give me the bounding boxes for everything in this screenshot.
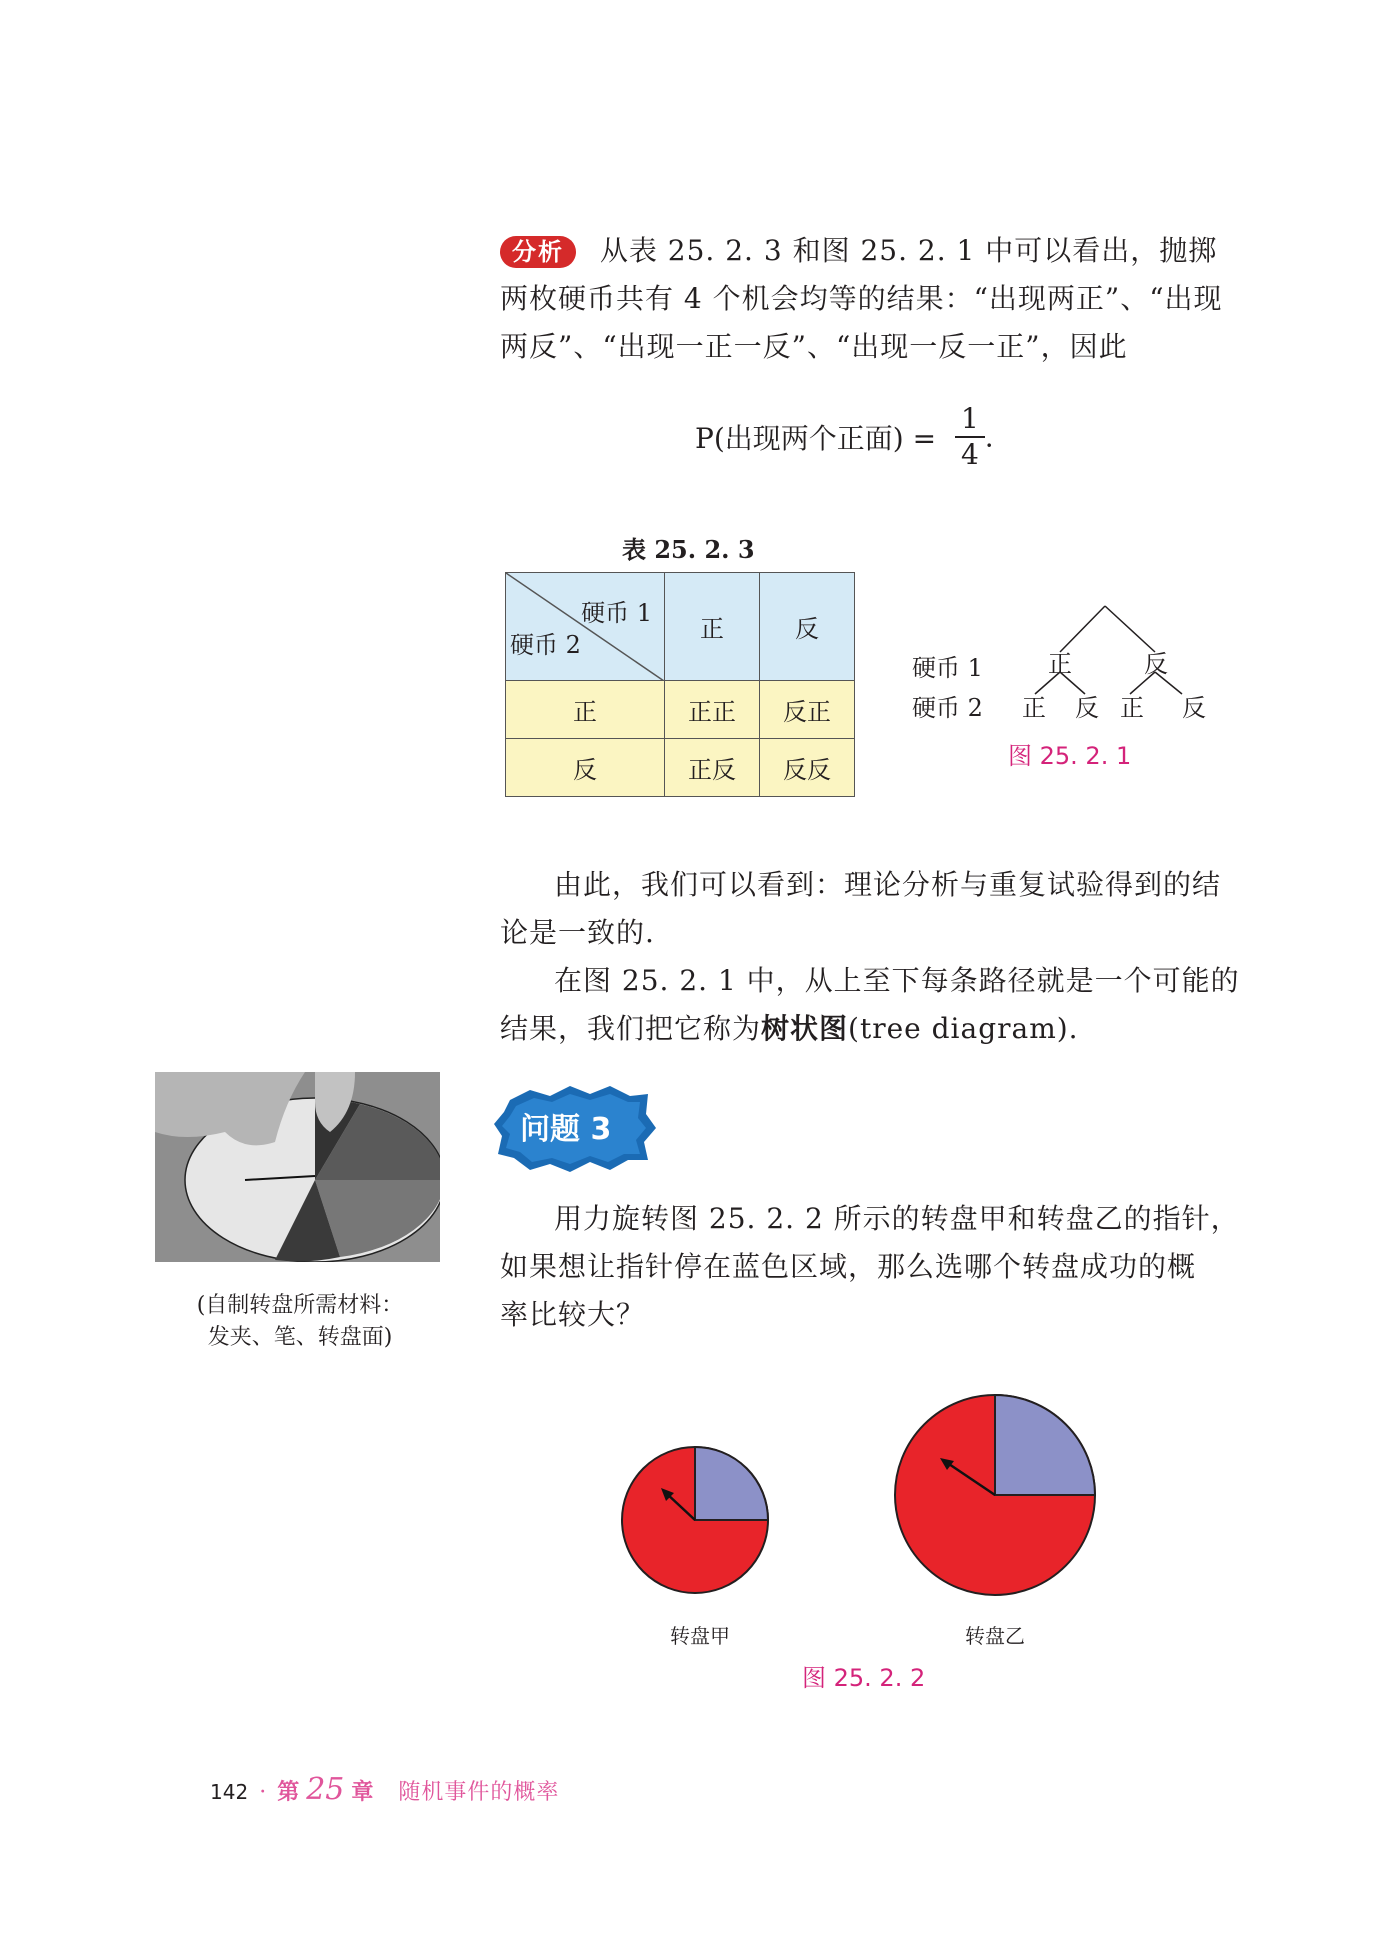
footer-chapter-title: 随机事件的概率 <box>398 1780 560 1805</box>
corner-bottom-label: 硬币 2 <box>510 631 581 659</box>
page-footer <box>210 1772 559 1807</box>
analysis-line-3: 两反”、“出现一正一反”、“出现一反一正”，因此 <box>500 330 1128 363</box>
formula-denominator: 4 <box>960 438 979 471</box>
table-caption: 表 25. 2. 3 <box>622 535 755 564</box>
probability-formula <box>695 402 994 472</box>
table-cell: 正反 <box>665 739 760 797</box>
tree-node: 正 <box>1048 650 1072 678</box>
formula-end: . <box>984 420 994 454</box>
spinner-yi <box>895 1395 1095 1595</box>
table-row <box>506 681 855 739</box>
tree-node: 反 <box>1144 650 1168 678</box>
table-corner-cell <box>506 573 665 681</box>
problem-badge-label: 问题 3 <box>520 1112 612 1147</box>
problem-badge <box>490 1080 660 1175</box>
spinner-yi-blue-sector <box>995 1395 1095 1495</box>
paragraph-1-line-1: 由此，我们可以看到：理论分析与重复试验得到的结 <box>554 868 1222 901</box>
table-cell: 反正 <box>760 681 855 739</box>
problem-line-2: 如果想让指针停在蓝色区域，那么选哪个转盘成功的概 <box>500 1250 1197 1283</box>
paragraph-2-text-end: (tree diagram). <box>848 1012 1079 1045</box>
spinner-jia-label: 转盘甲 <box>670 1624 730 1648</box>
spinner-photo-illustration <box>155 1072 440 1262</box>
table-row-label: 反 <box>506 739 665 797</box>
tree-node: 正 <box>1120 694 1144 722</box>
paragraph-2-text: 结果，我们把它称为 <box>500 1012 762 1045</box>
spinner-jia-blue-sector <box>695 1447 768 1520</box>
footer-chapter-number: 25 <box>306 1772 345 1807</box>
paragraph-2-line-1: 在图 25. 2. 1 中，从上至下每条路径就是一个可能的 <box>554 964 1240 997</box>
formula-numerator: 1 <box>955 402 985 438</box>
spinner-jia <box>622 1447 768 1593</box>
footer-chapter-prefix: 第 <box>277 1779 300 1805</box>
formula-lhs: P(出现两个正面) = <box>695 422 937 455</box>
spinner-photo <box>155 1072 440 1262</box>
paragraph-1-line-2: 论是一致的. <box>500 916 655 949</box>
spinners-caption: 图 25. 2. 2 <box>802 1664 926 1692</box>
table-col-header: 反 <box>760 573 855 681</box>
coin-table <box>505 572 855 797</box>
tree-node: 反 <box>1075 694 1099 722</box>
problem-line-1: 用力旋转图 25. 2. 2 所示的转盘甲和转盘乙的指针， <box>554 1202 1240 1235</box>
tree-diagram <box>910 600 1230 780</box>
tree-caption: 图 25. 2. 1 <box>1008 742 1132 770</box>
corner-top-label: 硬币 1 <box>581 599 652 627</box>
tree-label-coin2: 硬币 2 <box>912 694 983 722</box>
spinners-figure <box>610 1390 1110 1650</box>
tree-node: 反 <box>1182 694 1206 722</box>
spinner-yi-label: 转盘乙 <box>965 1624 1025 1648</box>
table-cell: 反反 <box>760 739 855 797</box>
page-number: 142 <box>210 1780 249 1804</box>
photo-caption-line-1: (自制转盘所需材料： <box>196 1293 404 1318</box>
analysis-text-1: 从表 25. 2. 3 和图 25. 2. 1 中可以看出，抛掷 <box>599 234 1218 267</box>
table-row <box>506 739 855 797</box>
tree-label-coin1: 硬币 1 <box>912 654 983 682</box>
footer-chapter-suffix: 章 <box>351 1779 374 1805</box>
analysis-line-1 <box>500 228 1217 275</box>
problem-line-3: 率比较大？ <box>500 1298 646 1331</box>
analysis-badge: 分析 <box>500 236 576 268</box>
table-row-label: 正 <box>506 681 665 739</box>
analysis-line-2: 两枚硬币共有 4 个机会均等的结果：“出现两正”、“出现 <box>500 282 1223 315</box>
table-cell: 正正 <box>665 681 760 739</box>
footer-dot: · <box>259 1780 267 1805</box>
formula-fraction <box>955 402 985 472</box>
tree-diagram-term: 树状图 <box>761 1012 849 1045</box>
table-col-header: 正 <box>665 573 760 681</box>
tree-node: 正 <box>1022 694 1046 722</box>
paragraph-2-line-2 <box>500 1006 1079 1052</box>
photo-caption-line-2: 发夹、笔、转盘面) <box>207 1325 393 1350</box>
